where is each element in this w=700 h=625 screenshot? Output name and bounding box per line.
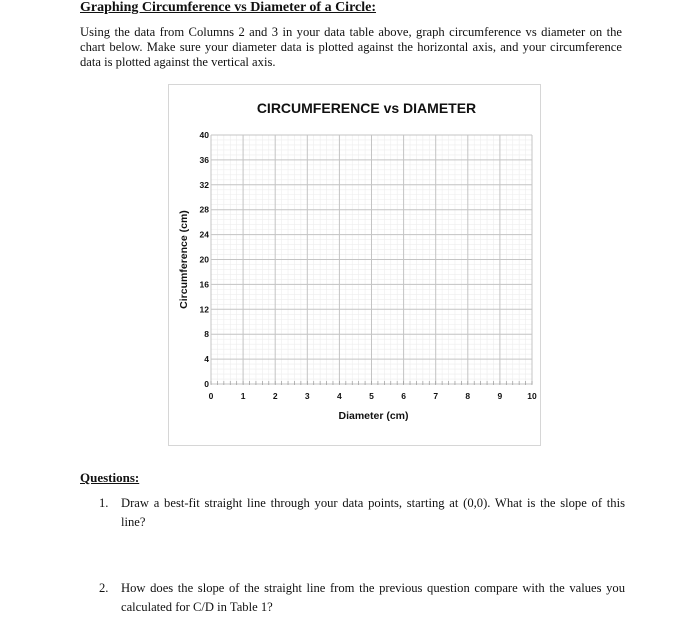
y-tick-label: 4	[204, 354, 209, 365]
x-tick-label: 5	[369, 391, 374, 401]
x-tick-label: 3	[304, 391, 310, 401]
y-tick-label: 20	[199, 254, 209, 265]
chart-title: CIRCUMFERENCE vs DIAMETER	[256, 100, 477, 116]
question-1	[99, 494, 625, 532]
x-tick-label: 1	[240, 391, 246, 401]
x-tick-label: 9	[497, 391, 503, 401]
instructions-paragraph: Using the data from Columns 2 and 3 in your data table above, graph circumference vs diameter on the chart below. Make sure your diameter data is plotted against the horizontal axis, and your circumference data is plotted against the vertical axis.	[80, 25, 622, 69]
x-tick-label: 7	[433, 391, 439, 401]
y-tick-label: 16	[199, 279, 209, 290]
question-2-number: 2.	[99, 581, 109, 595]
y-tick-label: 0	[204, 379, 209, 389]
questions-heading: Questions:	[80, 470, 140, 485]
x-tick-label: 8	[465, 391, 471, 401]
y-tick-label: 24	[199, 229, 209, 240]
question-1-number: 1.	[99, 496, 109, 510]
x-tick-label: 0	[208, 391, 214, 401]
question-2	[99, 579, 625, 617]
question-2-text: How does the slope of the straight line from the previous question compare with the values you calculated for C/D in Table 1?	[121, 581, 625, 614]
x-tick-label: 2	[272, 391, 278, 401]
y-tick-label: 36	[199, 154, 209, 165]
y-tick-label: 32	[199, 179, 209, 190]
circumference-vs-diameter-chart	[169, 85, 540, 445]
worksheet-heading: Graphing Circumference vs Diameter of a Circle:	[80, 0, 377, 15]
x-tick-label: 4	[337, 391, 342, 401]
chart-area	[168, 84, 541, 446]
y-tick-label: 40	[199, 130, 209, 140]
x-tick-label: 6	[401, 391, 406, 401]
x-axis-label: Diameter (cm)	[338, 410, 409, 422]
y-tick-label: 8	[204, 329, 209, 340]
y-axis-label: Circumference (cm)	[178, 210, 190, 309]
y-tick-label: 28	[199, 204, 209, 215]
question-1-text: Draw a best-fit straight line through your data points, starting at (0,0). What is the slope of this line?	[121, 496, 625, 529]
x-tick-label: 10	[527, 391, 537, 401]
y-tick-label: 12	[199, 304, 209, 315]
